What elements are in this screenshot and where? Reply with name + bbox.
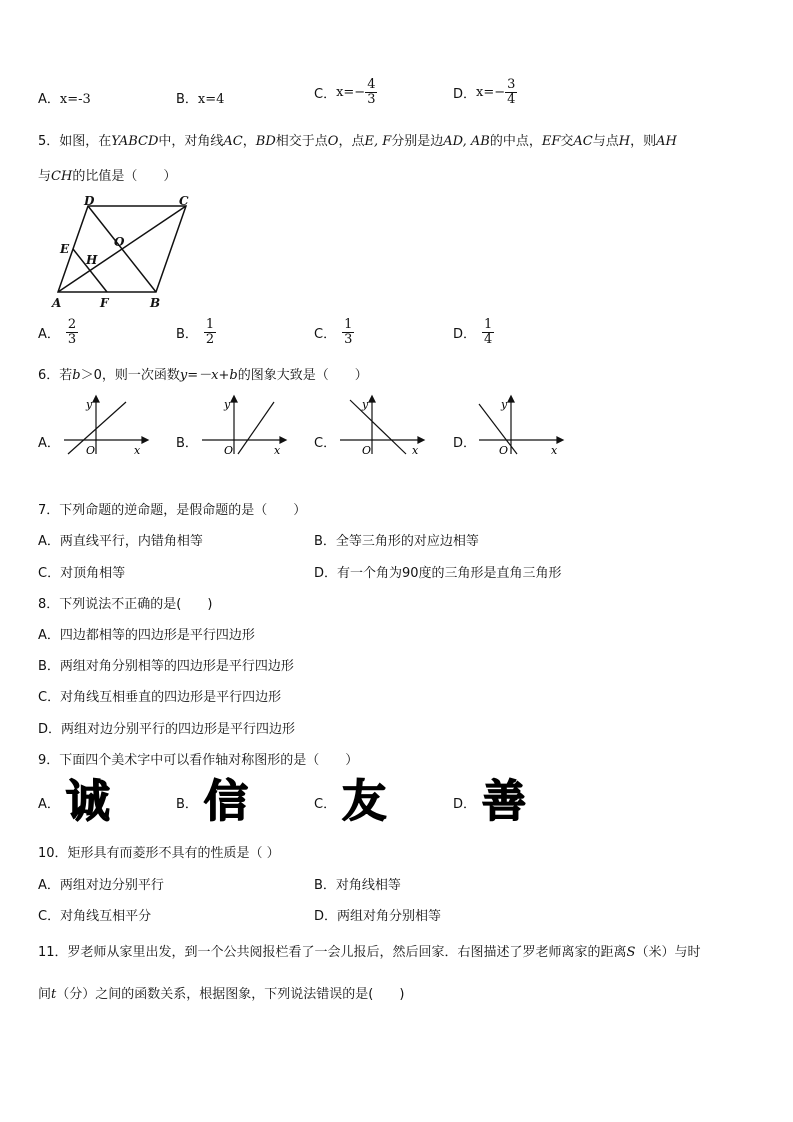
q4-option-b[interactable] xyxy=(176,88,224,107)
q5-stem-line2 xyxy=(38,165,176,184)
q5-option-b[interactable] xyxy=(176,318,216,348)
option-text: x=-3 xyxy=(59,92,91,107)
x-label: x xyxy=(551,444,558,456)
option-label: A． xyxy=(38,436,60,451)
denominator: 3 xyxy=(367,92,376,108)
graph-a xyxy=(60,394,150,456)
origin-label: O xyxy=(362,444,372,456)
numerator: 4 xyxy=(367,77,376,92)
text: 的图象大致是（ ） xyxy=(237,368,368,383)
fraction xyxy=(482,318,494,348)
q9-option-b[interactable] xyxy=(176,776,248,827)
origin-label: O xyxy=(86,444,96,456)
option-label: B． xyxy=(176,327,198,343)
y-label: y xyxy=(362,398,369,411)
math: BD xyxy=(255,134,276,149)
option-prefix: x=− xyxy=(476,85,506,101)
q11-stem-line2 xyxy=(38,983,404,1002)
math: E, F xyxy=(364,134,392,149)
option-label: C． xyxy=(314,327,337,343)
label-H: H xyxy=(86,253,98,267)
q9-option-d[interactable] xyxy=(453,776,527,827)
text: 分别是边 xyxy=(391,134,444,149)
graph-line xyxy=(68,402,126,454)
graph-d xyxy=(475,394,565,456)
text: 6．若 xyxy=(38,368,73,383)
math: S xyxy=(626,945,636,960)
option-label: B． xyxy=(176,92,198,107)
text: 中，对角线 xyxy=(158,134,224,149)
text: 的中点， xyxy=(489,134,542,149)
text: 间 xyxy=(38,987,52,1002)
option-label: C． xyxy=(314,87,337,103)
y-label: y xyxy=(86,398,93,411)
q8-option-d[interactable]: D．两组对边分别平行的四边形是平行四边形 xyxy=(38,722,296,737)
option-label: B． xyxy=(176,796,198,812)
fraction xyxy=(204,318,216,348)
option-label: C． xyxy=(314,436,337,451)
q5-parallelogram-figure xyxy=(48,194,198,312)
option-label: A． xyxy=(38,796,60,812)
math: YABCD xyxy=(111,134,159,149)
q6-stem xyxy=(38,364,368,383)
text: 5．如图，在 xyxy=(38,134,112,149)
denominator: 3 xyxy=(344,332,353,348)
text: 与 xyxy=(38,169,52,184)
denominator: 4 xyxy=(507,92,516,108)
x-arrow-icon xyxy=(557,437,563,443)
text: 交 xyxy=(560,134,574,149)
text: 的比值是（ ） xyxy=(72,169,177,184)
y-arrow-icon xyxy=(231,396,237,402)
y-arrow-icon xyxy=(508,396,514,402)
graph-c xyxy=(336,394,426,456)
y-arrow-icon xyxy=(93,396,99,402)
q9-stem: 9．下面四个美术字中可以看作轴对称图形的是（ ） xyxy=(38,753,359,768)
q6-option-b[interactable] xyxy=(176,394,288,456)
text: 相交于点 xyxy=(275,134,328,149)
math: t xyxy=(51,987,57,1002)
graph-line xyxy=(350,400,406,454)
q4-option-c[interactable] xyxy=(314,78,377,108)
label-O: O xyxy=(114,235,125,249)
text: （米）与时 xyxy=(635,945,701,960)
origin-label: O xyxy=(499,444,509,456)
art-char-you: 友 xyxy=(342,776,387,827)
q5-option-c[interactable] xyxy=(314,318,354,348)
math: H xyxy=(618,134,631,149)
option-label: C． xyxy=(314,796,337,812)
q6-option-a[interactable] xyxy=(38,394,150,456)
numerator: 1 xyxy=(344,317,353,332)
label-A: A xyxy=(52,296,62,310)
q5-option-d[interactable] xyxy=(453,318,494,348)
x-arrow-icon xyxy=(418,437,424,443)
denominator: 4 xyxy=(484,332,493,348)
q7-option-a[interactable]: A．两直线平行，内错角相等 xyxy=(38,534,203,549)
q7-option-b[interactable]: B．全等三角形的对应边相等 xyxy=(314,534,479,549)
option-text: x=4 xyxy=(197,92,225,107)
label-F: F xyxy=(100,296,109,310)
option-prefix: x=− xyxy=(336,85,366,101)
text: ＞0，则一次函数 xyxy=(80,368,180,383)
q7-option-c[interactable]: C．对顶角相等 xyxy=(38,566,126,581)
text: ，则 xyxy=(630,134,657,149)
denominator: 2 xyxy=(205,332,215,348)
math: EF xyxy=(541,134,561,149)
q10-option-c[interactable]: C．对角线互相平分 xyxy=(38,909,152,924)
diagonal-bd xyxy=(88,206,156,292)
numerator: 2 xyxy=(67,317,77,332)
math: AD, AB xyxy=(443,134,490,149)
graph-line xyxy=(238,402,274,454)
art-char-xin: 信 xyxy=(203,776,248,827)
text: 与点 xyxy=(592,134,619,149)
q7-option-d[interactable]: D．有一个角为90度的三角形是直角三角形 xyxy=(314,566,562,581)
numerator: 1 xyxy=(484,317,493,332)
q6-option-d[interactable] xyxy=(453,394,565,456)
q8-stem: 8．下列说法不正确的是( ) xyxy=(38,597,213,612)
option-label: D． xyxy=(453,796,477,812)
y-label: y xyxy=(224,398,231,411)
text: ， xyxy=(242,134,256,149)
art-char-cheng: 诚 xyxy=(65,776,110,827)
math: CH xyxy=(51,169,73,184)
fraction xyxy=(342,318,354,348)
y-arrow-icon xyxy=(369,396,375,402)
x-label: x xyxy=(412,444,419,456)
label-C: C xyxy=(179,194,189,208)
fraction xyxy=(365,78,377,108)
option-label: D． xyxy=(453,87,477,103)
x-arrow-icon xyxy=(280,437,286,443)
x-label: x xyxy=(274,444,281,456)
math: b xyxy=(72,368,81,383)
option-label: A． xyxy=(38,327,60,343)
q4-option-a[interactable] xyxy=(38,88,91,107)
denominator: 3 xyxy=(67,332,77,348)
math: O xyxy=(327,134,339,149)
text: （分）之间的函数关系，根据图象，下列说法错误的是( ) xyxy=(56,987,405,1002)
option-label: D． xyxy=(453,327,477,343)
math: AH xyxy=(656,134,677,149)
x-arrow-icon xyxy=(142,437,148,443)
origin-label: O xyxy=(224,444,234,456)
q8-option-c[interactable]: C．对角线互相垂直的四边形是平行四边形 xyxy=(38,690,282,705)
q10-stem: 10．矩形具有而菱形不具有的性质是（ ） xyxy=(38,846,280,861)
q6-option-c[interactable] xyxy=(314,394,426,456)
fraction xyxy=(505,78,517,108)
numerator: 3 xyxy=(507,77,516,92)
numerator: 1 xyxy=(205,317,215,332)
x-label: x xyxy=(134,444,141,456)
fraction xyxy=(66,318,78,348)
q8-option-a[interactable]: A．四边都相等的四边形是平行四边形 xyxy=(38,628,255,643)
math: AC xyxy=(573,134,593,149)
q10-option-a[interactable]: A．两组对边分别平行 xyxy=(38,878,164,893)
q11-stem-line1 xyxy=(38,941,700,960)
text: ，点 xyxy=(338,134,365,149)
q4-option-d[interactable] xyxy=(453,78,517,108)
option-label: A． xyxy=(38,92,60,107)
q5-stem-line1 xyxy=(38,130,677,149)
label-D: D xyxy=(84,194,95,208)
q9-option-a[interactable] xyxy=(38,776,110,827)
text: 11．罗老师从家里出发，到一个公共阅报栏看了一会儿报后，然后回家．右图描述了罗老师离家的距离 xyxy=(38,945,627,960)
art-char-shan: 善 xyxy=(482,776,527,827)
math: y=－x+b xyxy=(179,368,238,383)
label-B: B xyxy=(150,296,161,310)
q5-option-a[interactable] xyxy=(38,318,78,348)
option-label: B． xyxy=(176,436,198,451)
q7-stem: 7．下列命题的逆命题，是假命题的是（ ） xyxy=(38,503,307,518)
q9-option-c[interactable] xyxy=(314,776,387,827)
q10-option-b[interactable]: B．对角线相等 xyxy=(314,878,401,893)
y-label: y xyxy=(501,398,508,411)
q8-option-b[interactable]: B．两组对角分别相等的四边形是平行四边形 xyxy=(38,659,294,674)
label-E: E xyxy=(60,242,70,256)
option-label: D． xyxy=(453,436,477,451)
graph-b xyxy=(198,394,288,456)
math: AC xyxy=(223,134,243,149)
q10-option-d[interactable]: D．两组对角分别相等 xyxy=(314,909,442,924)
